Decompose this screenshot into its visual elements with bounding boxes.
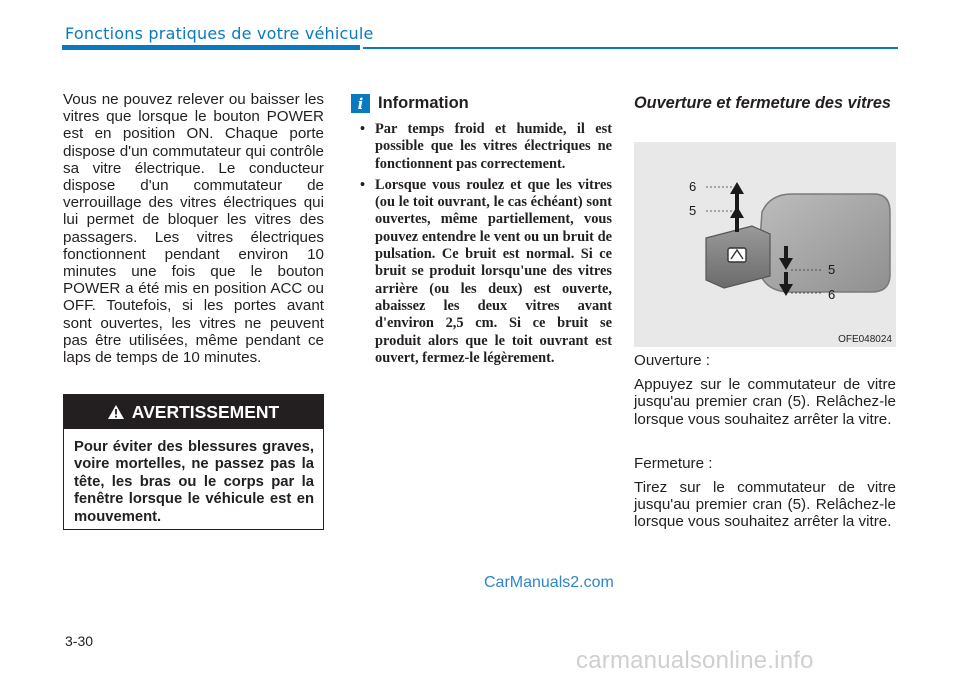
intro-paragraph: Vous ne pouvez relever ou baisser les vitres que lorsque le bouton POWER est en position ON. Chaque porte dispose d'un commutateur qui contrôle sa vitre électrique. Le conducteur dispose d'un commutateur de verrouillage des vitres électriques qui lui permet de bloquer les vitres des passagers. Les vitres électriques fonctionnent pendant environ 10 minutes une fois que le bouton POWER a été mis en position ACC ou OFF. Toutefois, si les portes avant sont ouvertes, les vitres ne peuvent pas être utilisées, même pendant ce laps de temps de 10 minutes.	[63, 91, 324, 367]
information-bullet-text: Lorsque vous roulez et que les vitres (ou le toit ouvrant, le cas échéant) sont ouvertes, même partiellement, vous pouvez entendre le vent ou un bruit de pulsation. Ce bruit est normal. Si ce bruit se produit lorsqu'une des vitres arrière (ou les deux) est ouverte, abaissez les deux vitres avant d'environ 2,5 cm. Si ce bruit se produit alors que le toit ouvrant est ouvert, fermez-le légèrement.	[375, 176, 612, 366]
section-header-title: Fonctions pratiques de votre véhicule	[65, 24, 374, 43]
opening-label: Ouverture :	[634, 352, 710, 369]
info-icon: i	[351, 94, 370, 113]
information-bullet-text: Par temps froid et humide, il est possible que les vitres électriques ne fonctionnent pas correctement.	[375, 121, 612, 172]
label-up-5: 5	[689, 203, 697, 218]
section-title: Ouverture et fermeture des vitres	[634, 94, 891, 112]
information-bullet	[360, 177, 612, 367]
footer-watermark-link[interactable]: carmanualsonline.info	[576, 647, 814, 674]
opening-text: Appuyez sur le commutateur de vitre jusqu'au premier cran (5). Relâchez-le lorsque vous souhaitez arrêter la vitre.	[634, 376, 896, 428]
bullet-icon: •	[360, 176, 366, 193]
warning-box	[63, 394, 324, 530]
information-heading	[351, 94, 469, 113]
window-switch-figure	[634, 142, 896, 347]
label-down-5: 5	[828, 262, 836, 277]
information-list	[360, 121, 612, 371]
page-number: 3-30	[65, 633, 94, 649]
label-down-6: 6	[828, 287, 836, 302]
closing-text: Tirez sur le commutateur de vitre jusqu'au premier cran (5). Relâchez-le lorsque vous souhaitez arrêter la vitre.	[634, 479, 896, 531]
bullet-icon: •	[360, 121, 366, 137]
information-title: Information	[378, 94, 469, 112]
watermark-link[interactable]: CarManuals2.com	[484, 574, 614, 591]
header-rule-thick	[62, 45, 360, 50]
closing-label: Fermeture :	[634, 454, 713, 472]
arrow-up-icon	[730, 182, 744, 232]
warning-triangle-icon	[108, 405, 124, 419]
information-bullet	[360, 121, 612, 173]
warning-title: AVERTISSEMENT	[131, 401, 280, 422]
instructions	[634, 352, 896, 538]
window-switch-illustration	[634, 142, 896, 347]
figure-code: OFE048024	[838, 334, 892, 345]
header-rule-thin	[363, 47, 898, 49]
warning-text: Pour éviter des blessures graves, voire mortelles, ne passez pas la tête, les bras ou le corps par la fenêtre lorsque le véhicule est en mouvement.	[74, 439, 314, 525]
label-up-6: 6	[689, 179, 697, 194]
warning-header	[64, 395, 323, 429]
